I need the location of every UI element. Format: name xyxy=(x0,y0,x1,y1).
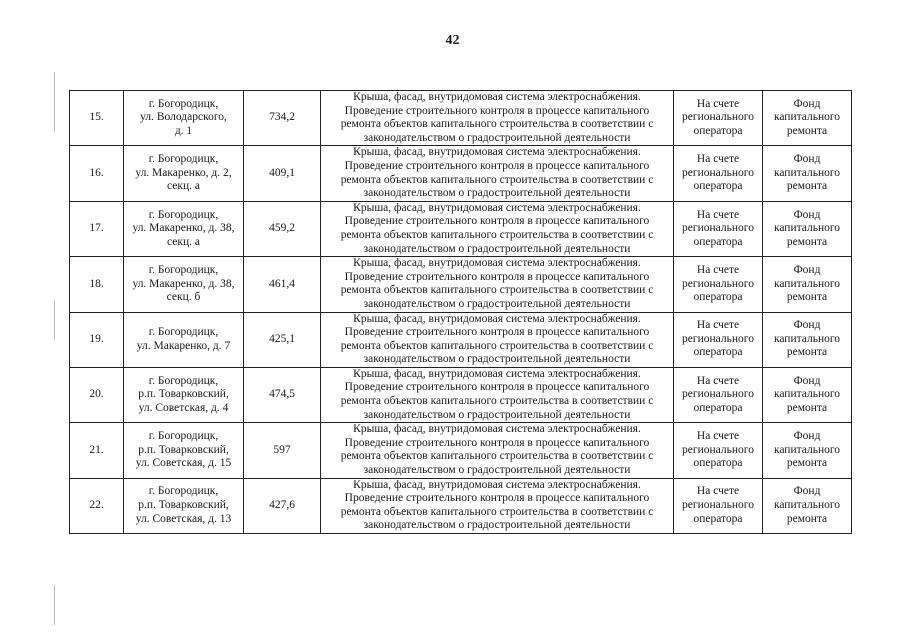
area-cell: 461,4 xyxy=(244,257,321,312)
address-line: г. Богородицк, xyxy=(148,430,219,443)
account-line: регионального xyxy=(682,388,754,401)
row-number-cell: 22. xyxy=(70,478,124,533)
account-line: На счете xyxy=(696,153,740,166)
account-line: оператора xyxy=(693,124,743,137)
row-number-cell: 21. xyxy=(70,423,124,478)
address-line: д. 1 xyxy=(174,124,193,137)
account-line: оператора xyxy=(693,346,743,359)
account-line: На счете xyxy=(696,263,740,276)
address-cell xyxy=(124,146,244,201)
fund-line: ремонта xyxy=(786,124,828,137)
fund-line: Фонд xyxy=(793,485,821,498)
account-line: оператора xyxy=(693,401,743,414)
address-line: ул. Советская, д. 15 xyxy=(135,457,232,470)
fund-line: капитального xyxy=(773,499,841,512)
account-line: На счете xyxy=(696,430,740,443)
fund-line: ремонта xyxy=(786,457,828,470)
works-line: ремонта объектов капитального строительства в соответствии с xyxy=(340,173,654,186)
account-line: регионального xyxy=(682,166,754,179)
account-line: На счете xyxy=(696,97,740,110)
area-cell: 427,6 xyxy=(244,478,321,533)
funding-source-cell xyxy=(763,367,852,422)
fund-line: Фонд xyxy=(793,430,821,443)
account-cell xyxy=(674,146,763,201)
address-line: г. Богородицк, xyxy=(148,326,219,339)
table-body xyxy=(70,91,852,534)
works-line: ремонта объектов капитального строительства в соответствии с xyxy=(340,118,654,131)
works-line: законодательством о градостроительной деятельности xyxy=(363,519,631,532)
fund-line: капитального xyxy=(773,388,841,401)
fund-line: Фонд xyxy=(793,97,821,110)
address-line: р.п. Товарковский, xyxy=(138,388,229,401)
fund-line: капитального xyxy=(773,277,841,290)
works-line: Крыша, фасад, внутридомовая система электроснабжения. xyxy=(353,257,641,270)
account-line: оператора xyxy=(693,291,743,304)
works-line: законодательством о градостроительной деятельности xyxy=(363,353,631,366)
row-number-cell: 15. xyxy=(70,91,124,146)
account-cell xyxy=(674,312,763,367)
works-description-cell xyxy=(321,423,674,478)
works-description-cell xyxy=(321,201,674,256)
account-cell xyxy=(674,423,763,478)
page-number: 42 xyxy=(445,33,460,48)
row-number-cell: 20. xyxy=(70,367,124,422)
table-row xyxy=(70,257,852,312)
works-line: Крыша, фасад, внутридомовая система электроснабжения. xyxy=(353,423,641,436)
fund-line: капитального xyxy=(773,443,841,456)
works-line: законодательством о градостроительной деятельности xyxy=(363,187,631,200)
account-line: регионального xyxy=(682,222,754,235)
fund-line: ремонта xyxy=(786,346,828,359)
account-line: На счете xyxy=(696,485,740,498)
works-line: Проведение строительного контроля в процессе капитального xyxy=(344,381,650,394)
works-line: Крыша, фасад, внутридомовая система электроснабжения. xyxy=(353,91,641,103)
account-cell xyxy=(674,257,763,312)
account-line: оператора xyxy=(693,235,743,248)
table-row xyxy=(70,146,852,201)
account-cell xyxy=(674,91,763,146)
funding-source-cell xyxy=(763,91,852,146)
area-cell: 409,1 xyxy=(244,146,321,201)
funding-source-cell xyxy=(763,201,852,256)
works-line: ремонта объектов капитального строительства в соответствии с xyxy=(340,450,654,463)
account-cell xyxy=(674,478,763,533)
funding-source-cell xyxy=(763,312,852,367)
address-line: г. Богородицк, xyxy=(148,374,219,387)
margin-mark xyxy=(54,585,55,625)
row-number-cell: 19. xyxy=(70,312,124,367)
table-row xyxy=(70,201,852,256)
table-row xyxy=(70,91,852,146)
margin-mark xyxy=(54,72,55,132)
account-line: оператора xyxy=(693,457,743,470)
account-line: регионального xyxy=(682,111,754,124)
address-cell xyxy=(124,312,244,367)
address-line: секц. а xyxy=(167,180,200,193)
works-line: законодательством о градостроительной деятельности xyxy=(363,464,631,477)
funding-source-cell xyxy=(763,146,852,201)
row-number-cell: 16. xyxy=(70,146,124,201)
row-number-cell: 17. xyxy=(70,201,124,256)
address-line: секц. б xyxy=(166,291,201,304)
account-line: На счете xyxy=(696,374,740,387)
address-line: р.п. Товарковский, xyxy=(138,443,229,456)
funding-source-cell xyxy=(763,478,852,533)
works-line: Проведение строительного контроля в процессе капитального xyxy=(344,270,650,283)
address-line: г. Богородицк, xyxy=(148,153,219,166)
works-description-cell xyxy=(321,478,674,533)
account-line: оператора xyxy=(693,512,743,525)
account-line: На счете xyxy=(696,319,740,332)
works-line: ремонта объектов капитального строительства в соответствии с xyxy=(340,228,654,241)
address-line: г. Богородицк, xyxy=(148,485,219,498)
account-line: регионального xyxy=(682,443,754,456)
address-line: г. Богородицк, xyxy=(148,263,219,276)
works-line: ремонта объектов капитального строительства в соответствии с xyxy=(340,339,654,352)
address-line: г. Богородицк, xyxy=(148,97,219,110)
fund-line: капитального xyxy=(773,166,841,179)
works-line: Крыша, фасад, внутридомовая система электроснабжения. xyxy=(353,201,641,214)
account-cell xyxy=(674,201,763,256)
works-description-cell xyxy=(321,146,674,201)
address-line: ул. Володарского, xyxy=(140,111,227,124)
account-line: регионального xyxy=(682,332,754,345)
row-number-cell: 18. xyxy=(70,257,124,312)
works-line: законодательством о градостроительной деятельности xyxy=(363,408,631,421)
capital-repair-table xyxy=(69,90,852,534)
table-row xyxy=(70,478,852,533)
address-line: ул. Макаренко, д. 38, xyxy=(132,277,235,290)
address-line: ул. Советская, д. 13 xyxy=(135,512,232,525)
account-line: На счете xyxy=(696,208,740,221)
works-line: Проведение строительного контроля в процессе капитального xyxy=(344,492,650,505)
account-cell xyxy=(674,367,763,422)
area-cell: 425,1 xyxy=(244,312,321,367)
works-line: Крыша, фасад, внутридомовая система электроснабжения. xyxy=(353,146,641,159)
works-line: Проведение строительного контроля в процессе капитального xyxy=(344,215,650,228)
funding-source-cell xyxy=(763,423,852,478)
address-cell xyxy=(124,201,244,256)
area-cell: 459,2 xyxy=(244,201,321,256)
address-cell xyxy=(124,91,244,146)
fund-line: Фонд xyxy=(793,374,821,387)
works-line: ремонта объектов капитального строительства в соответствии с xyxy=(340,505,654,518)
works-description-cell xyxy=(321,91,674,146)
works-line: законодательством о градостроительной деятельности xyxy=(363,242,631,255)
funding-source-cell xyxy=(763,257,852,312)
address-line: г. Богородицк, xyxy=(148,208,219,221)
works-line: Проведение строительного контроля в процессе капитального xyxy=(344,159,650,172)
account-line: регионального xyxy=(682,277,754,290)
works-description-cell xyxy=(321,367,674,422)
fund-line: ремонта xyxy=(786,235,828,248)
fund-line: ремонта xyxy=(786,512,828,525)
works-line: Крыша, фасад, внутридомовая система электроснабжения. xyxy=(353,367,641,380)
fund-line: капитального xyxy=(773,222,841,235)
address-cell xyxy=(124,367,244,422)
works-line: Крыша, фасад, внутридомовая система электроснабжения. xyxy=(353,478,641,491)
works-line: Крыша, фасад, внутридомовая система электроснабжения. xyxy=(353,312,641,325)
works-line: законодательством о градостроительной деятельности xyxy=(363,131,631,144)
account-line: оператора xyxy=(693,180,743,193)
address-line: ул. Советская, д. 4 xyxy=(138,401,229,414)
account-line: регионального xyxy=(682,499,754,512)
works-line: Проведение строительного контроля в процессе капитального xyxy=(344,104,650,117)
works-description-cell xyxy=(321,312,674,367)
area-cell: 597 xyxy=(244,423,321,478)
fund-line: ремонта xyxy=(786,180,828,193)
fund-line: ремонта xyxy=(786,291,828,304)
address-line: ул. Макаренко, д. 38, xyxy=(132,222,235,235)
fund-line: Фонд xyxy=(793,153,821,166)
address-line: ул. Макаренко, д. 2, xyxy=(135,166,232,179)
address-line: р.п. Товарковский, xyxy=(138,499,229,512)
table-row xyxy=(70,423,852,478)
address-cell xyxy=(124,423,244,478)
works-line: ремонта объектов капитального строительства в соответствии с xyxy=(340,395,654,408)
fund-line: ремонта xyxy=(786,401,828,414)
address-line: секц. а xyxy=(167,235,200,248)
fund-line: Фонд xyxy=(793,208,821,221)
works-line: законодательством о градостроительной деятельности xyxy=(363,297,631,310)
area-cell: 474,5 xyxy=(244,367,321,422)
works-line: ремонта объектов капитального строительства в соответствии с xyxy=(340,284,654,297)
area-cell: 734,2 xyxy=(244,91,321,146)
fund-line: капитального xyxy=(773,332,841,345)
address-cell xyxy=(124,478,244,533)
address-line: ул. Макаренко, д. 7 xyxy=(136,339,231,352)
works-line: Проведение строительного контроля в процессе капитального xyxy=(344,436,650,449)
fund-line: Фонд xyxy=(793,263,821,276)
works-description-cell xyxy=(321,257,674,312)
fund-line: Фонд xyxy=(793,319,821,332)
table-row xyxy=(70,312,852,367)
address-cell xyxy=(124,257,244,312)
table-row xyxy=(70,367,852,422)
works-line: Проведение строительного контроля в процессе капитального xyxy=(344,326,650,339)
fund-line: капитального xyxy=(773,111,841,124)
margin-mark xyxy=(54,300,55,340)
